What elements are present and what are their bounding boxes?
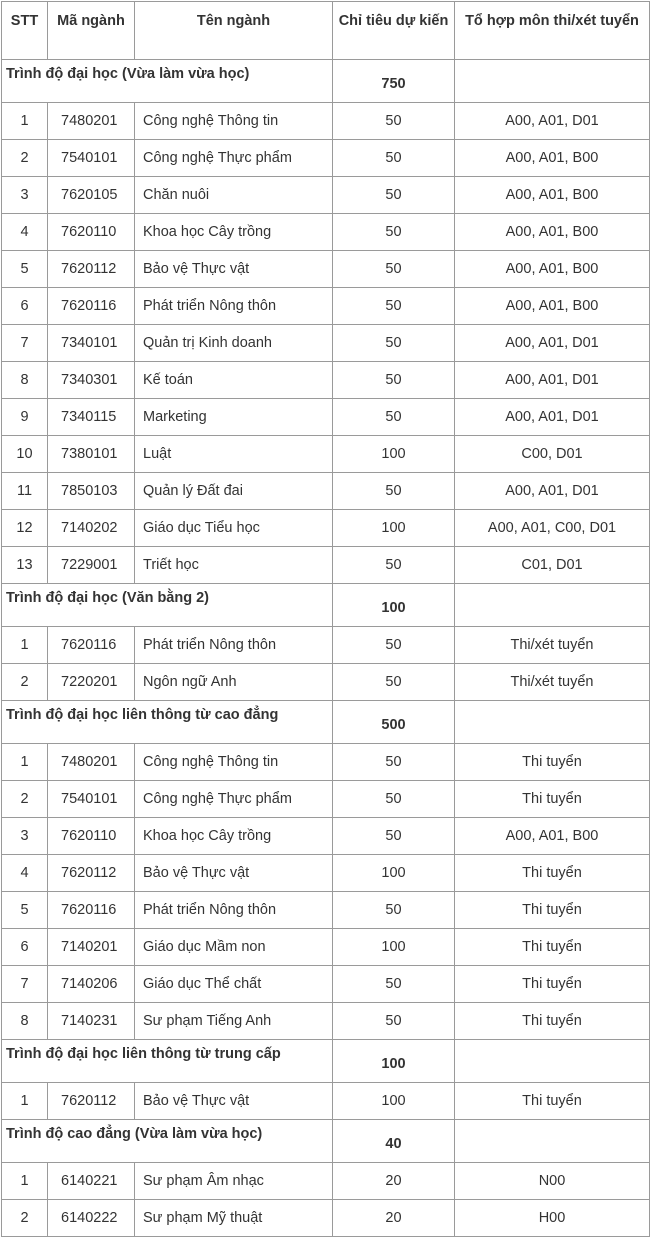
cell-combo: A00, A01, D01 — [455, 362, 650, 399]
table-row — [2, 362, 650, 399]
cell-stt: 4 — [2, 855, 48, 892]
section-empty-cell — [455, 584, 650, 627]
admissions-table — [1, 1, 650, 1237]
section-row — [2, 1040, 650, 1083]
cell-name: Triết học — [135, 547, 333, 584]
table-row — [2, 473, 650, 510]
cell-combo: A00, A01, B00 — [455, 214, 650, 251]
cell-name: Kế toán — [135, 362, 333, 399]
cell-quota: 50 — [333, 140, 455, 177]
cell-stt: 7 — [2, 966, 48, 1003]
section-total: 100 — [333, 1040, 455, 1083]
cell-quota: 50 — [333, 818, 455, 855]
table-row — [2, 1163, 650, 1200]
section-title: Trình độ đại học (Văn bằng 2) — [2, 584, 333, 627]
cell-code: 7340301 — [48, 362, 135, 399]
section-title: Trình độ đại học (Vừa làm vừa học) — [2, 60, 333, 103]
cell-stt: 8 — [2, 1003, 48, 1040]
cell-code: 6140222 — [48, 1200, 135, 1237]
table-row — [2, 436, 650, 473]
cell-stt: 12 — [2, 510, 48, 547]
cell-name: Sư phạm Tiếng Anh — [135, 1003, 333, 1040]
cell-code: 7380101 — [48, 436, 135, 473]
header-row — [2, 2, 650, 60]
cell-quota: 50 — [333, 966, 455, 1003]
section-row — [2, 701, 650, 744]
cell-code: 6140221 — [48, 1163, 135, 1200]
cell-quota: 50 — [333, 399, 455, 436]
cell-code: 7620116 — [48, 627, 135, 664]
cell-quota: 100 — [333, 436, 455, 473]
cell-name: Giáo dục Mầm non — [135, 929, 333, 966]
cell-combo: Thi tuyển — [455, 929, 650, 966]
cell-name: Khoa học Cây trồng — [135, 818, 333, 855]
cell-name: Giáo dục Thể chất — [135, 966, 333, 1003]
cell-name: Công nghệ Thông tin — [135, 744, 333, 781]
cell-name: Công nghệ Thông tin — [135, 103, 333, 140]
cell-combo: A00, A01, D01 — [455, 399, 650, 436]
cell-quota: 100 — [333, 855, 455, 892]
cell-stt: 1 — [2, 1163, 48, 1200]
cell-code: 7540101 — [48, 781, 135, 818]
table-row — [2, 627, 650, 664]
cell-stt: 2 — [2, 781, 48, 818]
cell-name: Marketing — [135, 399, 333, 436]
cell-combo: C00, D01 — [455, 436, 650, 473]
cell-code: 7140202 — [48, 510, 135, 547]
cell-stt: 2 — [2, 140, 48, 177]
cell-code: 7480201 — [48, 744, 135, 781]
cell-stt: 7 — [2, 325, 48, 362]
cell-code: 7620116 — [48, 288, 135, 325]
cell-quota: 50 — [333, 1003, 455, 1040]
cell-name: Bảo vệ Thực vật — [135, 1083, 333, 1120]
cell-combo: A00, A01, B00 — [455, 177, 650, 214]
section-total: 40 — [333, 1120, 455, 1163]
table-row — [2, 966, 650, 1003]
cell-quota: 50 — [333, 744, 455, 781]
cell-stt: 5 — [2, 892, 48, 929]
cell-combo: Thi tuyển — [455, 1003, 650, 1040]
table-body — [2, 60, 650, 1237]
cell-stt: 9 — [2, 399, 48, 436]
header-ma-nganh: Mã ngành — [48, 2, 135, 60]
cell-combo: Thi/xét tuyển — [455, 627, 650, 664]
cell-code: 7140206 — [48, 966, 135, 1003]
cell-stt: 13 — [2, 547, 48, 584]
cell-quota: 50 — [333, 177, 455, 214]
cell-code: 7850103 — [48, 473, 135, 510]
cell-combo: A00, A01, D01 — [455, 103, 650, 140]
cell-name: Công nghệ Thực phẩm — [135, 781, 333, 818]
cell-combo: Thi tuyển — [455, 1083, 650, 1120]
table-row — [2, 177, 650, 214]
cell-name: Phát triển Nông thôn — [135, 288, 333, 325]
cell-combo: Thi tuyển — [455, 781, 650, 818]
cell-code: 7340101 — [48, 325, 135, 362]
table-row — [2, 251, 650, 288]
cell-name: Quản lý Đất đai — [135, 473, 333, 510]
cell-code: 7340115 — [48, 399, 135, 436]
cell-code: 7620116 — [48, 892, 135, 929]
cell-combo: A00, A01, D01 — [455, 325, 650, 362]
section-row — [2, 1120, 650, 1163]
table-row — [2, 103, 650, 140]
cell-combo: A00, A01, B00 — [455, 288, 650, 325]
table-row — [2, 214, 650, 251]
cell-quota: 50 — [333, 362, 455, 399]
section-empty-cell — [455, 1120, 650, 1163]
cell-name: Công nghệ Thực phẩm — [135, 140, 333, 177]
cell-code: 7620112 — [48, 251, 135, 288]
cell-code: 7620112 — [48, 1083, 135, 1120]
table-row — [2, 781, 650, 818]
cell-name: Khoa học Cây trồng — [135, 214, 333, 251]
cell-stt: 2 — [2, 1200, 48, 1237]
header-to-hop: Tổ hợp môn thi/xét tuyển — [455, 2, 650, 60]
cell-quota: 100 — [333, 1083, 455, 1120]
cell-quota: 50 — [333, 103, 455, 140]
cell-code: 7540101 — [48, 140, 135, 177]
table-row — [2, 892, 650, 929]
table-row — [2, 325, 650, 362]
cell-code: 7220201 — [48, 664, 135, 701]
section-total: 500 — [333, 701, 455, 744]
cell-name: Bảo vệ Thực vật — [135, 855, 333, 892]
table-row — [2, 818, 650, 855]
cell-name: Phát triển Nông thôn — [135, 627, 333, 664]
table-row — [2, 929, 650, 966]
section-total: 100 — [333, 584, 455, 627]
cell-quota: 50 — [333, 325, 455, 362]
cell-quota: 50 — [333, 251, 455, 288]
header-chi-tieu: Chỉ tiêu dự kiến — [333, 2, 455, 60]
table-row — [2, 399, 650, 436]
cell-stt: 4 — [2, 214, 48, 251]
table-row — [2, 1003, 650, 1040]
cell-quota: 50 — [333, 288, 455, 325]
cell-stt: 6 — [2, 288, 48, 325]
cell-quota: 20 — [333, 1163, 455, 1200]
section-title: Trình độ đại học liên thông từ cao đẳng — [2, 701, 333, 744]
cell-combo: N00 — [455, 1163, 650, 1200]
cell-stt: 3 — [2, 177, 48, 214]
cell-name: Sư phạm Âm nhạc — [135, 1163, 333, 1200]
section-title: Trình độ đại học liên thông từ trung cấp — [2, 1040, 333, 1083]
cell-stt: 1 — [2, 744, 48, 781]
header-ten-nganh: Tên ngành — [135, 2, 333, 60]
cell-code: 7620105 — [48, 177, 135, 214]
section-total: 750 — [333, 60, 455, 103]
section-empty-cell — [455, 60, 650, 103]
cell-quota: 100 — [333, 510, 455, 547]
cell-stt: 1 — [2, 627, 48, 664]
cell-stt: 5 — [2, 251, 48, 288]
cell-combo: Thi tuyển — [455, 892, 650, 929]
cell-stt: 11 — [2, 473, 48, 510]
cell-stt: 10 — [2, 436, 48, 473]
table-row — [2, 140, 650, 177]
cell-combo: Thi tuyển — [455, 855, 650, 892]
cell-stt: 3 — [2, 818, 48, 855]
table-row — [2, 1200, 650, 1237]
cell-quota: 50 — [333, 627, 455, 664]
header-stt: STT — [2, 2, 48, 60]
table-row — [2, 510, 650, 547]
cell-code: 7620112 — [48, 855, 135, 892]
cell-quota: 50 — [333, 214, 455, 251]
cell-combo: Thi tuyển — [455, 744, 650, 781]
cell-name: Luật — [135, 436, 333, 473]
table-row — [2, 664, 650, 701]
cell-quota: 50 — [333, 664, 455, 701]
cell-combo: A00, A01, C00, D01 — [455, 510, 650, 547]
table-row — [2, 547, 650, 584]
cell-combo: A00, A01, D01 — [455, 473, 650, 510]
cell-name: Sư phạm Mỹ thuật — [135, 1200, 333, 1237]
cell-combo: Thi tuyển — [455, 966, 650, 1003]
cell-name: Phát triển Nông thôn — [135, 892, 333, 929]
section-row — [2, 584, 650, 627]
cell-quota: 100 — [333, 929, 455, 966]
cell-name: Giáo dục Tiểu học — [135, 510, 333, 547]
cell-combo: A00, A01, B00 — [455, 818, 650, 855]
cell-quota: 50 — [333, 547, 455, 584]
section-empty-cell — [455, 701, 650, 744]
cell-stt: 8 — [2, 362, 48, 399]
table-row — [2, 1083, 650, 1120]
cell-name: Ngôn ngữ Anh — [135, 664, 333, 701]
cell-name: Bảo vệ Thực vật — [135, 251, 333, 288]
section-row — [2, 60, 650, 103]
cell-quota: 50 — [333, 473, 455, 510]
cell-quota: 20 — [333, 1200, 455, 1237]
cell-combo: C01, D01 — [455, 547, 650, 584]
cell-code: 7620110 — [48, 214, 135, 251]
cell-combo: A00, A01, B00 — [455, 251, 650, 288]
cell-code: 7140201 — [48, 929, 135, 966]
cell-stt: 1 — [2, 1083, 48, 1120]
cell-combo: H00 — [455, 1200, 650, 1237]
cell-combo: Thi/xét tuyển — [455, 664, 650, 701]
cell-combo: A00, A01, B00 — [455, 140, 650, 177]
cell-quota: 50 — [333, 892, 455, 929]
cell-name: Chăn nuôi — [135, 177, 333, 214]
cell-stt: 6 — [2, 929, 48, 966]
cell-code: 7480201 — [48, 103, 135, 140]
section-empty-cell — [455, 1040, 650, 1083]
cell-quota: 50 — [333, 781, 455, 818]
cell-code: 7140231 — [48, 1003, 135, 1040]
table-row — [2, 288, 650, 325]
cell-name: Quản trị Kinh doanh — [135, 325, 333, 362]
section-title: Trình độ cao đẳng (Vừa làm vừa học) — [2, 1120, 333, 1163]
cell-code: 7620110 — [48, 818, 135, 855]
table-row — [2, 744, 650, 781]
cell-code: 7229001 — [48, 547, 135, 584]
cell-stt: 2 — [2, 664, 48, 701]
table-row — [2, 855, 650, 892]
cell-stt: 1 — [2, 103, 48, 140]
